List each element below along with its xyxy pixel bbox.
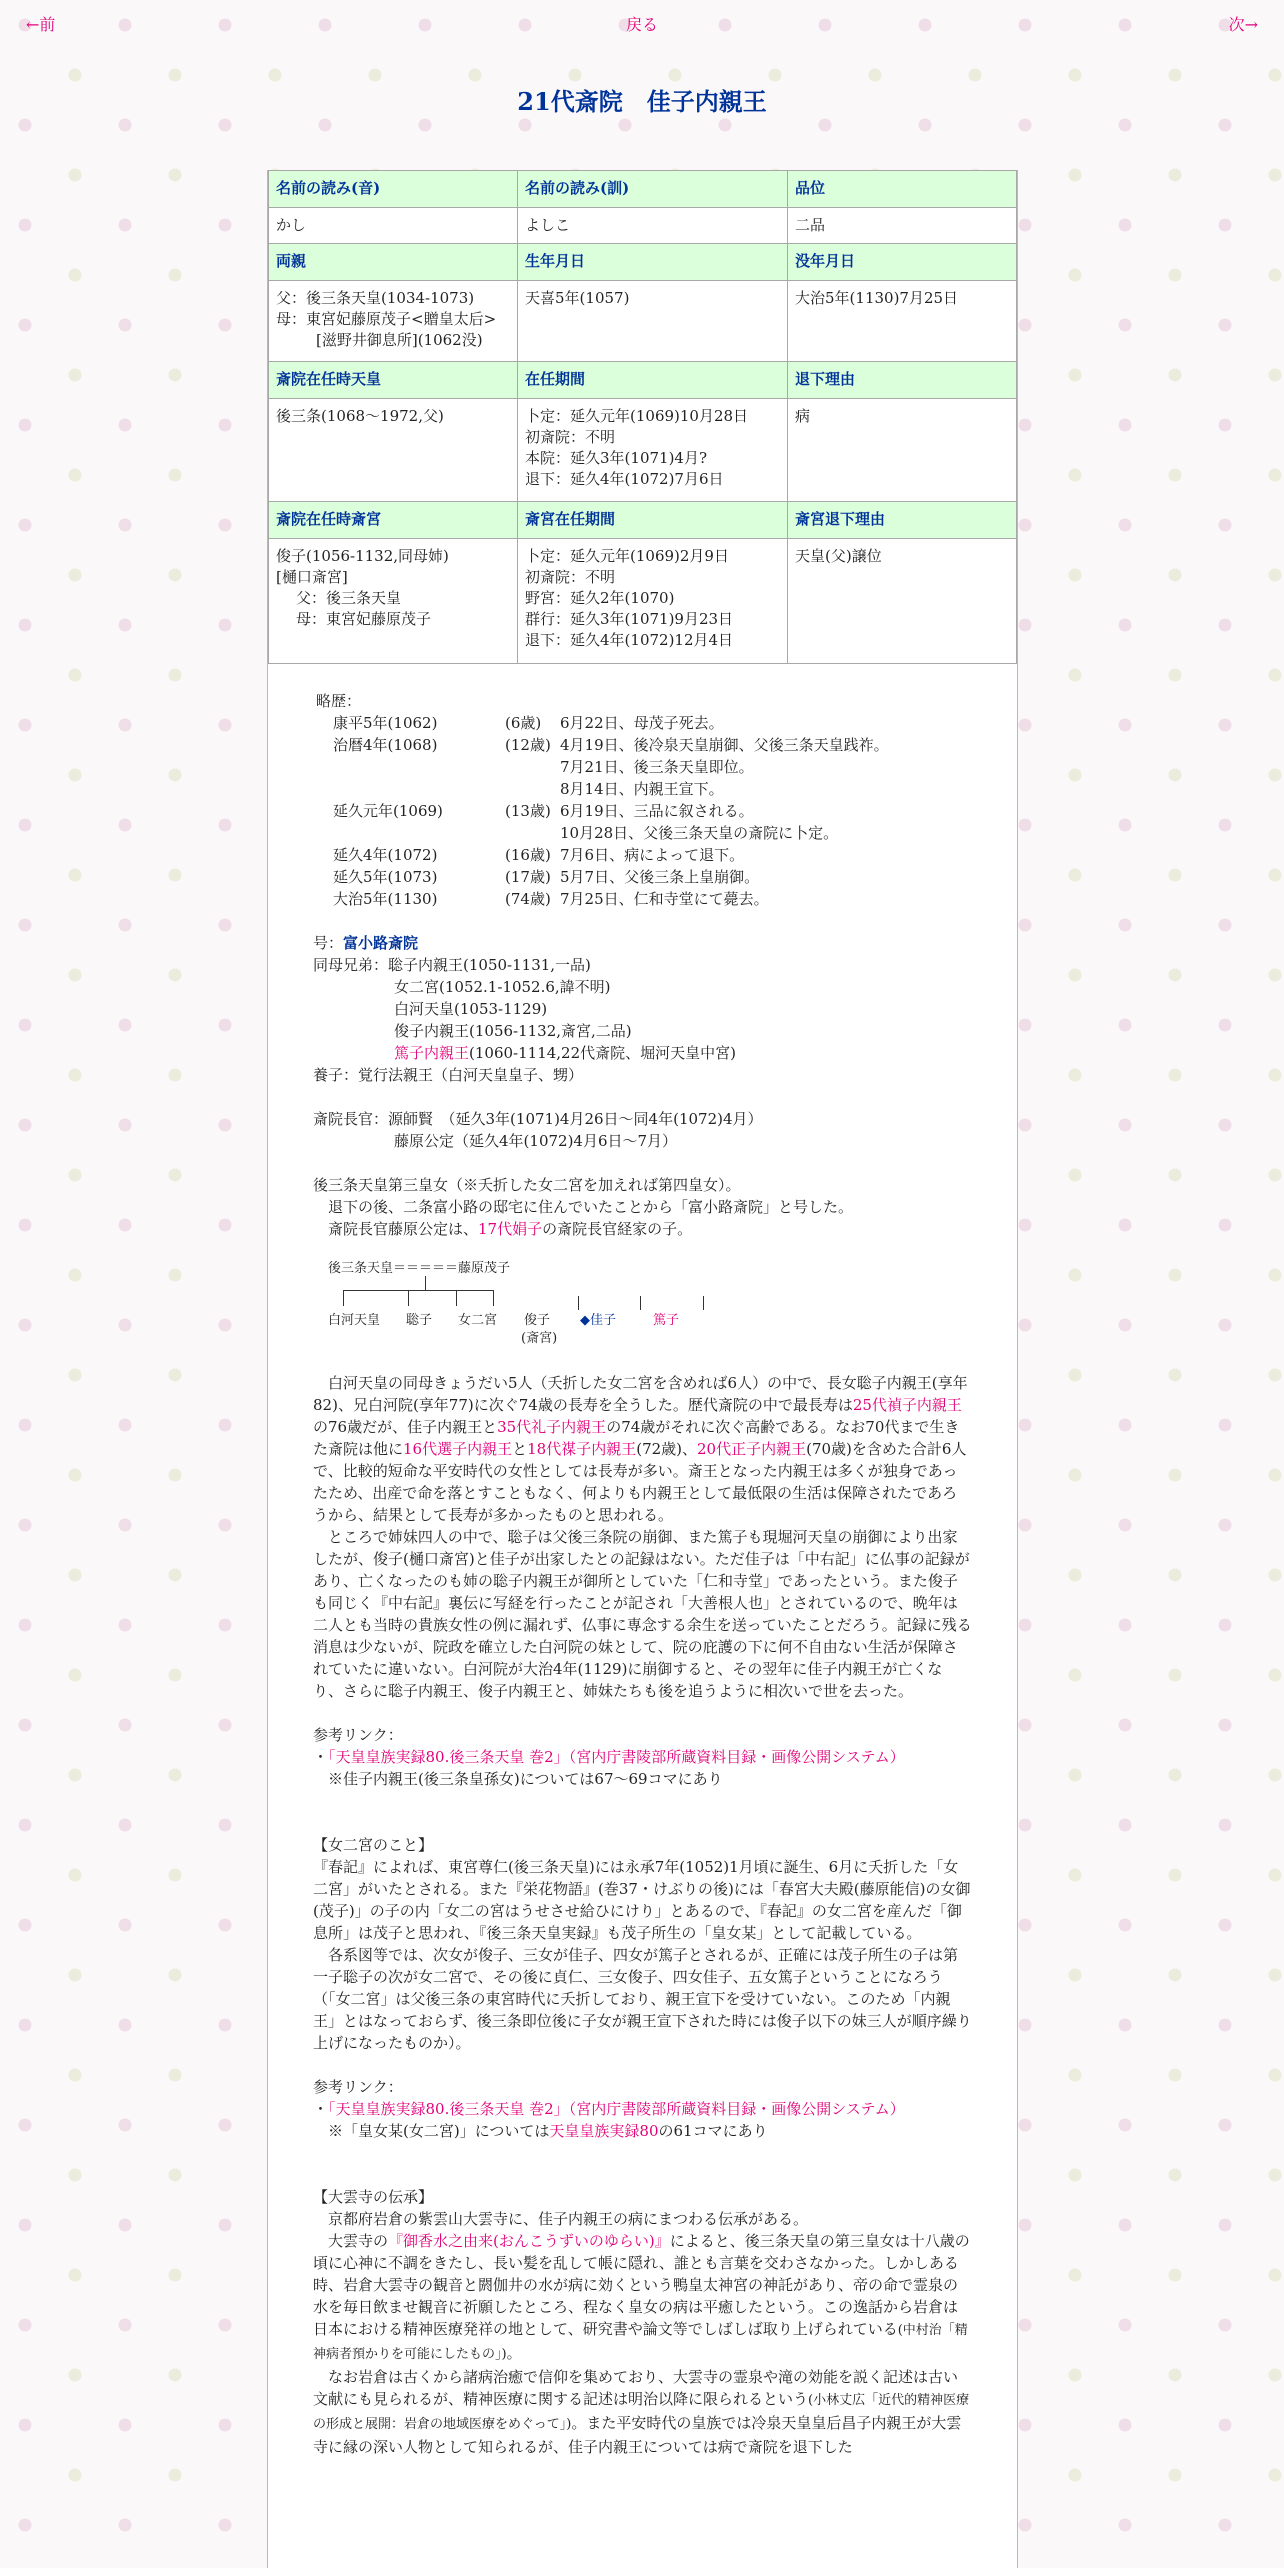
daiunji-paragraph: 京都府岩倉の紫雲山大雲寺に、佳子内親王の病にまつわる伝承がある。 <box>328 2210 809 2228</box>
tree-child: 白河天皇 <box>328 1313 381 1328</box>
tree-parents: 後三条天皇＝＝＝＝＝藤原茂子 <box>328 1261 511 1276</box>
ryakureki-event: 6月22日、母茂子死去。 <box>560 714 724 732</box>
intro-line: 退下の後、二条富小路の邸宅に住んでいたことから「富小路斎院」と号した。 <box>328 1198 854 1216</box>
intro-text: の斎院長官経家の子。 <box>542 1220 693 1238</box>
table-row <box>269 208 1017 244</box>
ryakureki-era: 康平5年(1062) <box>333 714 438 732</box>
essay-link[interactable]: 20代正子内親王 <box>697 1440 807 1458</box>
sibling-item: 聡子内親王(1050-1131,一品) <box>388 956 591 974</box>
essay-text: と <box>512 1440 528 1458</box>
period-line: 初斎院：不明 <box>525 428 616 446</box>
tree-child: 俊子 <box>524 1313 551 1328</box>
ref-bullet: ・ <box>313 1748 329 1766</box>
family-tree <box>328 1246 972 1356</box>
tree-line <box>493 1290 494 1306</box>
ryakureki-age <box>505 822 560 844</box>
ryakureki-row <box>313 778 972 800</box>
table-row <box>269 539 1017 664</box>
daiunji-text: なお岩倉は古くから諸病治癒で信仰を集めており、大雲寺の霊泉や滝の効能を説く記述は古い文献にも見られるが、精神医療に関する記述は明治以降に限られるという <box>313 2368 959 2408</box>
header-cell: 斎院在任時斎宮 <box>269 502 518 539</box>
ryakureki-event: 8月14日、内親王宣下。 <box>560 780 724 798</box>
back-link[interactable]: 戻る <box>626 15 659 34</box>
ryakureki-era: 延久元年(1069) <box>333 802 443 820</box>
essay-link[interactable]: 35代礼子内親王 <box>497 1418 607 1436</box>
daiunji-text: 大雲寺の <box>328 2232 389 2250</box>
go-label: 号： <box>313 934 344 952</box>
go-name: 富小路斎院 <box>343 934 419 952</box>
header-cell: 斎宮在任期間 <box>518 502 788 539</box>
daiunji-text: 。 <box>506 2344 522 2362</box>
ryakureki-list <box>313 712 972 910</box>
table-cell: 天皇(父)譲位 <box>788 539 1017 664</box>
yoshi-line: 養子：覚行法親王（白河天皇皇子、甥） <box>313 1066 584 1084</box>
essay-paragraph: ところで姉妹四人の中で、聡子は父後三条院の崩御、また篤子も現堀河天皇の崩御により出家したが、俊子(樋口斎宮)と佳子が出家したとの記録はない。ただ佳子は「中右記」に仏事の記録があり、亡くなったのも姉の聡子内親王が御所としていた「仁和寺堂」であったという。また俊子も同じく『中右記』裏伝に写経を行ったことが記され「大善根人也」とされているので、晩年は二人とも当時の貴族女性の例に漏れず、仏事に専念する余生を送っていたことだろう。記録に残る消息は少ないが、院政を確立した白河院の妹として、院の庇護の下に何不自由ない生活が保障されていたに違いない。白河院が大治4年(1129)に崩御すると、その翌年に佳子内親王が亡くなり、さらに聡子内親王、俊子内親王と、姉妹たちも後を追うように相次いで世を去った。 <box>313 1528 972 1700</box>
onna-paragraph: 『春記』によれば、東宮尊仁(後三条天皇)には永承7年(1052)1月頃に誕生、6月に夭折した「女二宮」がいたとされる。また『栄花物語』(巻37・けぶりの後)には「春宮大夫殿(藤原能信)の女御(茂子)」の子の内「女二の宮はうせさせ給ひにけり」とあるので、『春記』の女二宮を産んだ「御息所」は茂子と思われ、『後三条天皇実録』も茂子所生の「皇女某」として記載している。 <box>313 1858 971 1942</box>
ryakureki-event: 10月28日、父後三条天皇の斎院に卜定。 <box>560 824 839 842</box>
ryakureki-age: (13歳) <box>505 802 551 820</box>
saigu-period-line: 初斎院：不明 <box>525 568 616 586</box>
tree-child: 女二宮 <box>458 1313 498 1328</box>
header-cell: 名前の読み(音) <box>269 171 518 208</box>
ref-item <box>313 1746 972 1768</box>
ryakureki-row <box>313 888 972 910</box>
siblings-block <box>313 954 972 1064</box>
tree-child: ◆佳子 <box>580 1313 616 1328</box>
table-cell <box>518 539 788 664</box>
ryakureki-era: 大治5年(1130) <box>333 890 438 908</box>
ryakureki-event: 4月19日、後冷泉天皇崩御、父後三条天皇践祚。 <box>560 736 889 754</box>
ryakureki-era <box>313 778 505 800</box>
essay-link[interactable]: 16代選子内親王 <box>403 1440 513 1458</box>
section-heading: 【女二宮のこと】 <box>313 1836 434 1854</box>
parents-line: 母：東宮妃藤原茂子<贈皇太后> <box>276 310 497 328</box>
ryakureki-row <box>313 844 972 866</box>
sibling-item: 俊子内親王(1056-1132,斎宮,二品) <box>394 1022 632 1040</box>
tree-line <box>343 1290 493 1291</box>
tree-child: 聡子 <box>406 1313 433 1328</box>
parents-line: [滋野井御息所](1062没) <box>316 331 483 349</box>
ryakureki-event: 6月19日、三品に叙される。 <box>560 802 754 820</box>
ryakureki-age: (12歳) <box>505 736 551 754</box>
ref-note-text: ※「皇女某(女二宮)」については <box>328 2122 550 2140</box>
ryakureki-era <box>313 822 505 844</box>
tree-line <box>640 1296 641 1310</box>
header-cell: 斎宮退下理由 <box>788 502 1017 539</box>
header-cell: 在任期間 <box>518 362 788 399</box>
next-link[interactable]: 次→ <box>1228 15 1258 34</box>
ryakureki-age: (17歳) <box>505 868 551 886</box>
table-cell: かし <box>269 208 518 244</box>
ref-bullet: ・ <box>313 2100 329 2118</box>
table-row <box>269 399 1017 502</box>
tree-line <box>703 1296 704 1310</box>
saigu-line: 父：後三条天皇 <box>296 589 402 607</box>
period-line: 退下：延久4年(1072)7月6日 <box>525 470 724 488</box>
tree-line <box>343 1290 344 1306</box>
ryakureki-age <box>505 756 560 778</box>
daiunji-link[interactable]: 『御香水之由来(おんこうずいのゆらい)』 <box>388 2232 670 2250</box>
table-cell <box>518 399 788 502</box>
ryakureki-age: (74歳) <box>505 890 551 908</box>
essay-paragraph <box>313 1372 972 1526</box>
ref-note <box>313 2120 972 2142</box>
saigu-period-line: 群行：延久3年(1071)9月23日 <box>525 610 734 628</box>
table-cell: よしこ <box>518 208 788 244</box>
ryakureki-event: 7月25日、仁和寺堂にて薨去。 <box>560 890 769 908</box>
daiunji-paragraph <box>313 2230 972 2366</box>
table-cell: 後三条(1068～1972,父) <box>269 399 518 502</box>
ref-link[interactable]: 「天皇皇族実録80.後三条天皇 巻2」 <box>328 1748 569 1766</box>
period-line: 卜定：延久元年(1069)10月28日 <box>525 407 749 425</box>
saigu-period-line: 野宮：延久2年(1070) <box>525 589 675 607</box>
parents-line: 父：後三条天皇(1034-1073) <box>276 289 475 307</box>
ryakureki-era: 治暦4年(1068) <box>333 736 438 754</box>
table-cell: 天喜5年(1057) <box>518 281 788 362</box>
essay-text: 白河天皇の同母きょうだい5人（夭折した女二宮を含めれば6人）の中で、長女聡子内親王(享年82)、兄白河院(享年77)に次ぐ74歳の長寿を全うした。歴代斎院の中で最長寿は <box>313 1374 968 1414</box>
essay-link[interactable]: 25代禎子内親王 <box>852 1396 962 1414</box>
ref-note: ※佳子内親王(後三条皇孫女)については67～69コマにあり <box>328 1770 723 1788</box>
essay-text: の76歳だが、佳子内親王と <box>313 1418 498 1436</box>
table-header-row <box>269 244 1017 281</box>
chokan-line: 斎院長官：源師賢 （延久3年(1071)4月26日～同4年(1072)4月） <box>313 1110 763 1128</box>
header-cell: 名前の読み(訓) <box>518 171 788 208</box>
ryakureki-event: 5月7日、父後三条上皇崩御。 <box>560 868 760 886</box>
header-cell: 生年月日 <box>518 244 788 281</box>
ref-link[interactable]: 「天皇皇族実録80.後三条天皇 巻2」 <box>328 2100 569 2118</box>
intro-text: 斎院長官藤原公定は、 <box>328 1220 479 1238</box>
sibling-item: 女二宮(1052.1-1052.6,諱不明) <box>394 978 611 996</box>
ref-item <box>313 2098 972 2120</box>
tree-line <box>456 1290 457 1306</box>
daiunji-citation: (小林丈広「近代的精神医療の形成と展開：岩倉の地域医療をめぐって」) <box>313 2393 970 2432</box>
chokan-line: 藤原公定（延久4年(1072)4月6日～7月） <box>394 1132 678 1150</box>
ryakureki-event: 7月21日、後三条天皇即位。 <box>560 758 754 776</box>
daiunji-text: 。また平安時代の皇族では冷泉天皇皇后昌子内親王が大雲寺に縁の深い人物として知られるが、佳子内親王については病で斎院を退下した <box>313 2414 962 2456</box>
header-cell: 没年月日 <box>788 244 1017 281</box>
essay-text: の74歳がそれに次ぐ高齢である。なお70代まで生きた斎院は他に <box>313 1418 960 1458</box>
sibling-item: 白河天皇(1053-1129) <box>394 1000 548 1018</box>
ryakureki-age <box>505 778 560 800</box>
saigu-line: 俊子(1056-1132,同母姉) <box>276 547 449 565</box>
onna-paragraph: 各系図等では、次女が俊子、三女が佳子、四女が篤子とされるが、正確には茂子所生の子は第一子聡子の次が女二宮で、その後に貞仁、三女俊子、四女佳子、五女篤子ということになろう（「女二宮」は父後三条の東宮時代に夭折しており、親王宣下を受けていない。このため「内親王」とはなっておらず、後三条即位後に子女が親王宣下された時には俊子以下の妹三人が順序繰り上げになったものか）。 <box>313 1946 972 2052</box>
page-title: 21代斎院 佳子内親王 <box>517 87 767 116</box>
ref-link[interactable]: （宮内庁書陵部所蔵資料目録・画像公開システム） <box>568 2100 905 2118</box>
ryakureki-row <box>313 712 972 734</box>
ryakureki-event: 7月6日、病によって退下。 <box>560 846 745 864</box>
ryakureki-era <box>313 756 505 778</box>
table-row <box>269 281 1017 362</box>
ryakureki-row <box>313 734 972 756</box>
ryakureki-row <box>313 866 972 888</box>
tree-line <box>408 1290 409 1306</box>
ref-note-link[interactable]: 天皇皇族実録80 <box>549 2122 659 2140</box>
header-cell: 品位 <box>788 171 1017 208</box>
article-body <box>268 664 1017 2458</box>
saigu-period-line: 卜定：延久元年(1069)2月9日 <box>525 547 729 565</box>
header-cell: 両親 <box>269 244 518 281</box>
ryakureki-row <box>313 800 972 822</box>
go-line <box>313 932 972 954</box>
daiunji-citation: (中村治「精神病者預かりを可能にしたもの」) <box>313 2323 968 2362</box>
tree-line <box>578 1296 579 1310</box>
saigu-line: [樋口斎宮] <box>276 568 348 586</box>
ref-note-text: の61コマにあり <box>658 2122 768 2140</box>
sibling-link[interactable]: 篤子内親王 <box>394 1044 470 1062</box>
ryakureki-age: (6歳) <box>505 714 542 732</box>
ryakureki-row <box>313 756 972 778</box>
tree-child: 篤子 <box>653 1313 680 1328</box>
profile-table <box>268 170 1017 664</box>
table-cell <box>269 539 518 664</box>
siblings-label: 同母兄弟： <box>313 956 389 974</box>
ref-link[interactable]: （宮内庁書陵部所蔵資料目録・画像公開システム） <box>568 1748 905 1766</box>
tree-child-note: (斎宮) <box>521 1331 558 1346</box>
intro-line <box>313 1218 972 1240</box>
saigu-period-line: 退下：延久4年(1072)12月4日 <box>525 631 734 649</box>
tree-line <box>425 1276 426 1290</box>
section-heading: 【大雲寺の伝承】 <box>313 2188 434 2206</box>
content-panel <box>267 170 1018 2568</box>
daiunji-paragraph <box>313 2366 972 2458</box>
sibling-item-text: (1060-1114,22代斎院、堀河天皇中宮) <box>469 1044 736 1062</box>
prev-link[interactable]: ←前 <box>26 15 56 34</box>
table-header-row <box>269 362 1017 399</box>
essay-link[interactable]: 18代禖子内親王 <box>527 1440 637 1458</box>
ryakureki-title: 略歴： <box>316 692 362 710</box>
header-cell: 斎院在任時天皇 <box>269 362 518 399</box>
table-cell: 大治5年(1130)7月25日 <box>788 281 1017 362</box>
essay-text: (70歳)を含めた合計6人で、比較的短命な平安時代の女性としては長寿が多い。斎王となった内親王は多くが独身であったため、出産で命を落とすこともなく、何よりも内親王として最低限の生活は保障されたであろうから、結果として長寿が多かったものと思われる。 <box>313 1440 967 1524</box>
ryakureki-era: 延久5年(1073) <box>333 868 438 886</box>
table-header-row <box>269 171 1017 208</box>
ref-label: 参考リンク： <box>313 2078 403 2096</box>
table-cell <box>269 281 518 362</box>
sibling-item <box>313 1042 972 1064</box>
ryakureki-row <box>313 822 972 844</box>
top-navigation <box>0 8 1284 36</box>
ref-label: 参考リンク： <box>313 1726 403 1744</box>
period-line: 本院：延久3年(1071)4月? <box>525 449 708 467</box>
header-cell: 退下理由 <box>788 362 1017 399</box>
ryakureki-age: (16歳) <box>505 846 551 864</box>
saigu-line: 母：東宮妃藤原茂子 <box>296 610 432 628</box>
daiunji-text: によると、後三条天皇の第三皇女は十八歳の頃に心神に不調をきたし、長い髪を乱して帳に隠れ、誰とも言葉を交わさなかった。しかしある時、岩倉大雲寺の観音と閼伽井の水が病に効くという鴨皇太神宮の神託があり、帝の命で霊泉の水を毎日飲ませ観音に祈願したところ、程なく皇女の病は平癒したという。この逸話から岩倉は日本における精神医療発祥の地として、研究書や論文等でしばしば取り上げられている <box>313 2232 970 2338</box>
ryakureki-era: 延久4年(1072) <box>333 846 438 864</box>
intro-link[interactable]: 17代娟子 <box>478 1220 543 1238</box>
essay-text: (72歳)、 <box>636 1440 698 1458</box>
table-cell: 病 <box>788 399 1017 502</box>
intro-line: 後三条天皇第三皇女（※夭折した女二宮を加えれば第四皇女）。 <box>313 1176 741 1194</box>
table-cell: 二品 <box>788 208 1017 244</box>
table-header-row <box>269 502 1017 539</box>
